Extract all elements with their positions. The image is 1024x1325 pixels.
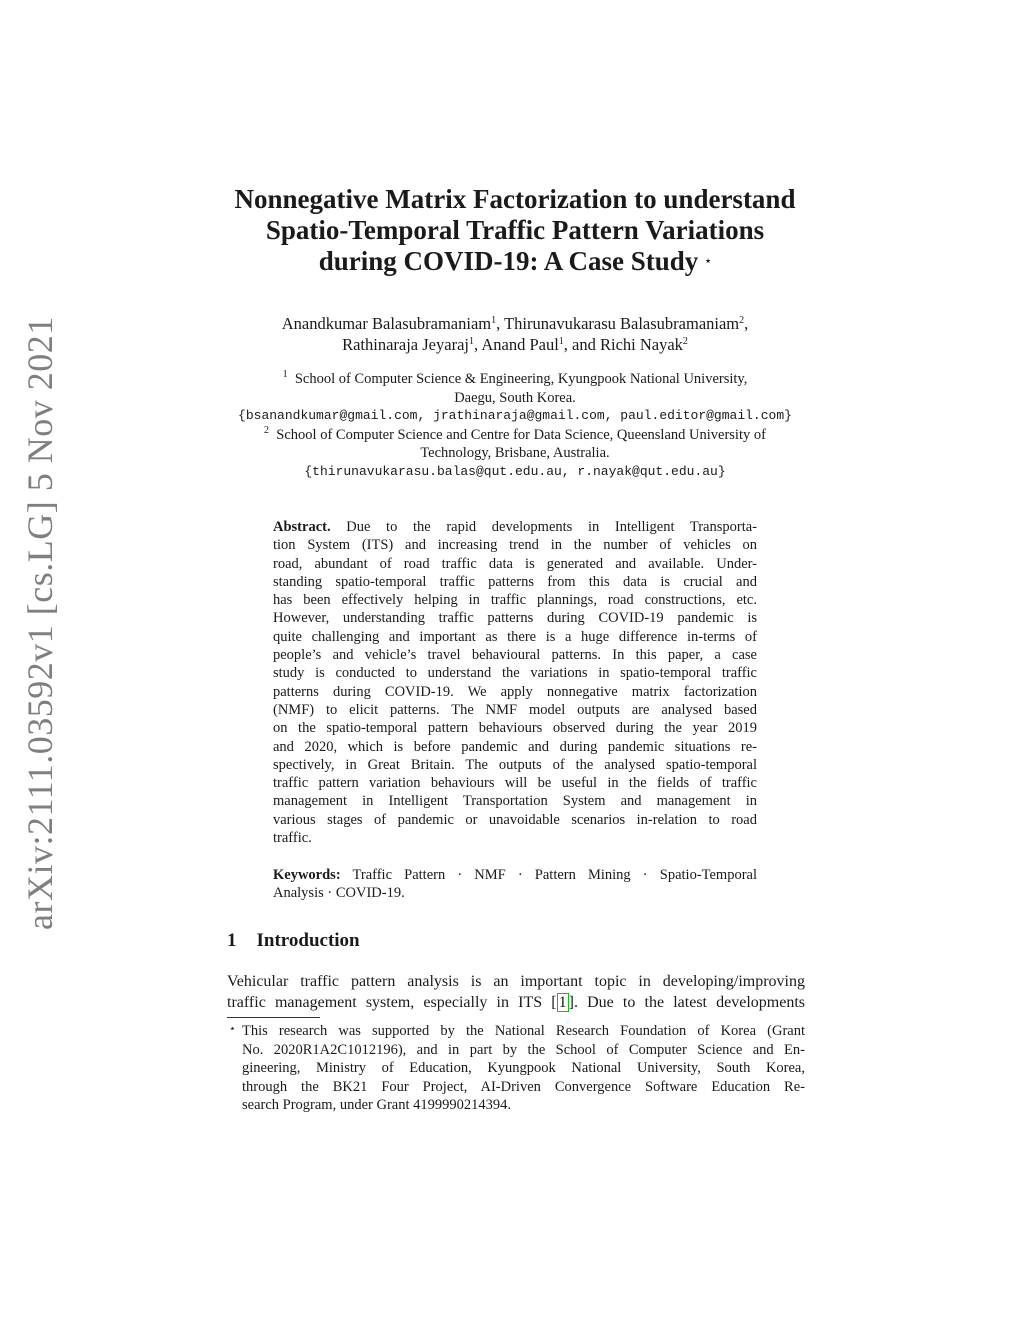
section-heading <box>227 930 360 952</box>
author-name: Anandkumar Balasubramaniam <box>281 314 492 333</box>
body-text-segment: traffic management system, especially in ITS <box>227 994 543 1011</box>
abstract-line: quite challenging and important as there is a huge difference in-terms of <box>273 628 757 645</box>
abstract-line: study is conducted to understand the variations in spatio-temporal traffic <box>273 665 757 682</box>
introduction-text <box>227 971 805 1013</box>
abstract-line: road, abundant of road traffic data is generated and available. Under- <box>273 555 757 572</box>
footnote-line: gineering, Ministry of Education, Kyungpook National University, South Korea, <box>242 1060 805 1076</box>
author-line: Anandkumar Balasubramaniam$^1$, Thirunavukarasu Balasubramaniam$^2$, <box>281 314 749 333</box>
abstract <box>273 518 757 847</box>
title-line: Nonnegative Matrix Factorization to understand <box>234 184 796 214</box>
citation-link[interactable]: 1 <box>558 994 567 1011</box>
abstract-line: people’s and vehicle’s travel behavioural patterns. In this paper, a case <box>273 647 757 664</box>
affiliation-emails: {thirunavukarasu.balas@qut.edu.au, r.nayak@qut.edu.au} <box>304 463 726 479</box>
keywords-label: Keywords: <box>273 867 341 883</box>
abstract-line: traffic pattern variation behaviours will be useful in the fields of traffic <box>273 775 757 792</box>
footnote-line: search Program, under Grant 4199990214394. <box>242 1097 511 1113</box>
section-number: 1 <box>227 930 237 951</box>
body-line: Vehicular traffic pattern analysis is an important topic in developing/improving <box>227 973 805 990</box>
body-text-segment: . Due to the latest developments <box>573 994 806 1011</box>
title-line: Spatio-Temporal Traffic Pattern Variations <box>265 215 765 245</box>
affiliations <box>215 370 815 481</box>
abstract-line: traffic. <box>273 830 312 847</box>
author-affil-mark: 1 <box>558 336 564 347</box>
footnote-line: This research was supported by the National Research Foundation of Korea (Grant <box>242 1023 805 1039</box>
abstract-label: Abstract. <box>273 519 331 535</box>
body-line: traffic management system, especially in ITS [ 1 ]. Due to the latest developments <box>227 994 806 1011</box>
affiliation-mark: 2 <box>264 424 270 436</box>
title-footnote-mark: ⋆ <box>705 256 712 267</box>
affiliation-mark: 1 <box>282 369 288 380</box>
section-title: Introduction <box>256 930 360 951</box>
author-list <box>200 313 830 355</box>
keywords-line: Analysis · COVID-19. <box>273 885 405 902</box>
paper-title <box>200 184 830 277</box>
abstract-line: However, understanding traffic patterns during COVID-19 pandemic is <box>273 610 757 627</box>
author-name: Thirunavukarasu Balasubramaniam <box>504 314 740 333</box>
keywords-text: Traffic Pattern · NMF · Pattern Mining · Spatio-Temporal <box>352 867 757 883</box>
affiliation-text: School of Computer Science and Centre for Data Science, Queensland University of <box>276 426 766 443</box>
affiliation-text: School of Computer Science & Engineering, Kyungpook National University, <box>294 371 748 387</box>
arxiv-identifier: arXiv:2111.03592v1 [cs.LG] 5 Nov 2021 <box>20 316 60 930</box>
author-name: Anand Paul <box>481 335 559 354</box>
abstract-line: management in Intelligent Transportation System and management in <box>273 793 757 810</box>
abstract-text: Due to the rapid developments in Intelligent Transporta- <box>346 519 757 535</box>
author-name: Richi Nayak <box>599 335 683 354</box>
abstract-line: various stages of pandemic or unavoidable scenarios in-relation to road <box>273 811 757 828</box>
footnote-mark: ⋆ <box>229 1023 236 1035</box>
affiliation-line: Technology, Brisbane, Australia. <box>420 445 610 461</box>
abstract-line: tion System (ITS) and increasing trend in the number of vehicles on <box>273 537 757 554</box>
affiliation-line: Daegu, South Korea. <box>454 389 576 406</box>
abstract-line: and 2020, which is before pandemic and during pandemic situations re- <box>273 738 757 755</box>
author-line: Rathinaraja Jeyaraj$^1$, Anand Paul$^1$, and Richi Nayak$^2$ <box>342 335 688 354</box>
author-name: Rathinaraja Jeyaraj <box>342 335 469 354</box>
title-line-text: during COVID-19: A Case Study <box>318 246 699 276</box>
footnote <box>227 1022 805 1115</box>
keywords <box>273 866 757 903</box>
author-affil-mark: 2 <box>739 315 745 326</box>
abstract-line: spectively, in Great Britain. The outputs of the analysed spatio-temporal <box>273 756 757 773</box>
abstract-line: on the spatio-temporal pattern behaviours observed during the year 2019 <box>273 720 757 737</box>
footnote-line: No. 2020R1A2C1012196), and in part by the School of Computer Science and En- <box>242 1041 805 1058</box>
title-line <box>200 246 830 277</box>
author-affil-mark: 1 <box>491 315 497 326</box>
abstract-line: has been effectively helping in traffic plannings, road constructions, etc. <box>273 592 757 609</box>
affiliation-line <box>215 426 815 445</box>
abstract-line: patterns during COVID-19. We apply nonnegative matrix factorization <box>273 683 757 700</box>
author-affil-mark: 1 <box>468 336 474 347</box>
abstract-line: standing spatio-temporal traffic patterns from this data is crucial and <box>273 573 757 590</box>
footnote-divider <box>227 1017 320 1018</box>
abstract-line <box>273 518 757 536</box>
affiliation-line <box>215 370 815 389</box>
footnote-line: through the BK21 Four Project, AI-Driven Convergence Software Education Re- <box>242 1078 805 1095</box>
author-affil-mark: 2 <box>682 336 688 347</box>
abstract-line: (NMF) to elicit patterns. The NMF model outputs are analysed based <box>273 701 757 718</box>
affiliation-emails: {bsanandkumar@gmail.com, jrathinaraja@gmail.com, paul.editor@gmail.com} <box>238 408 792 423</box>
keywords-line <box>273 866 757 884</box>
